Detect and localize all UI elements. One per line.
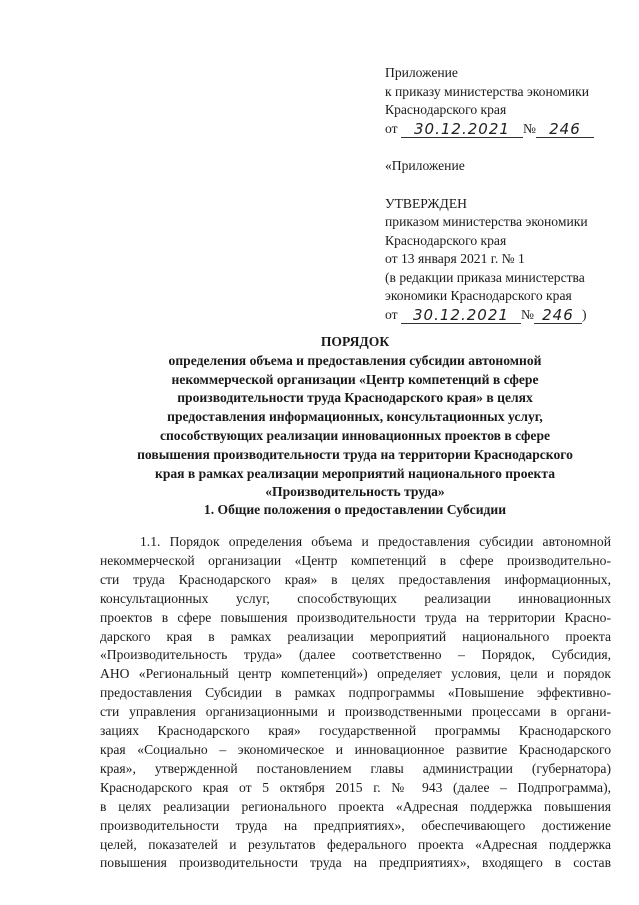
approval-region: Краснодарского края (385, 232, 507, 248)
approval-edition-ref: (в редакции приказа министерства (385, 269, 585, 285)
appendix-number-field (536, 120, 594, 138)
paragraph-line: некоммерческой организации «Центр компетенций в сфере производительно- (100, 552, 611, 568)
document-title (100, 333, 610, 502)
appendix-date-line (385, 120, 620, 139)
paragraph-line: зациях Краснодарского края» государственной программы Краснодарского (100, 723, 611, 739)
paragraph-line: «Производительность труда» (далее соответственно – Порядок, Субсидия, (100, 647, 611, 663)
approval-close-paren: ) (581, 306, 587, 322)
title-line: производительности труда Краснодарского края» в целях (177, 390, 533, 406)
paragraph-line: края», утвержденной постановлением главы администрации (губернатора) (100, 760, 611, 776)
paragraph-line: сти труда Краснодарского края» в целях предоставления информационных, (100, 571, 611, 587)
paragraph-line: предоставления Субсидии в рамках подпрограммы «Повышение эффективно- (100, 685, 611, 701)
title-line: определения объема и предоставления субсидии автономной (168, 352, 542, 368)
appendix-number-sign: № (522, 120, 536, 136)
title-heading: ПОРЯДОК (320, 334, 390, 349)
paragraph-line: в целях реализации регионального проекта «Адресная поддержка повышения (100, 798, 611, 814)
paragraph-line: повышения производительности труда на предприятиях», входящего в состав (100, 855, 611, 871)
approval-ot-label: от (385, 306, 398, 322)
appendix-region: Краснодарского края (385, 102, 507, 117)
paragraph-line: дарского края в рамках реализации мероприятий национального проекта (100, 628, 611, 644)
paragraph-line: консультационных услуг, способствующих реализации инновационных (100, 590, 611, 606)
paragraph-line: производительности труда на предприятиях», обеспечивающего достижение (100, 817, 611, 833)
approval-number-sign: № (520, 306, 534, 322)
approval-number-field (534, 306, 582, 324)
approval-approved: УТВЕРЖДЕН (385, 195, 467, 211)
approval-date-field (401, 306, 521, 324)
appendix-label: Приложение (385, 65, 458, 80)
paragraph-line: целей, показателей и результатов федерального проекта «Адресная поддержка (100, 836, 611, 852)
appendix-date-handwritten: 30.12.2021 (414, 120, 510, 138)
appendix-number-handwritten: 246 (549, 120, 581, 138)
paragraph-line: сти управления организационными и производственными процессами в органи- (100, 704, 611, 720)
approval-edition-region: экономики Краснодарского края (385, 288, 572, 303)
title-line: способствующих реализации инновационных проектов в сфере (159, 427, 551, 443)
title-line: некоммерческой организации «Центр компетенций в сфере (171, 371, 539, 387)
approval-date-line (385, 306, 620, 325)
paragraph-1-1 (100, 533, 611, 873)
appendix-date-field (401, 120, 523, 138)
approval-date-handwritten: 30.12.2021 (413, 306, 509, 324)
paragraph-line: 1.1. Порядок определения объема и предоставления субсидии автономной (140, 534, 611, 549)
approval-number-handwritten: 246 (542, 306, 574, 324)
paragraph-line: Краснодарского края от 5 октября 2015 г. № 943 (далее – Подпрограмма), (100, 779, 611, 795)
title-line: края в рамках реализации мероприятий национального проекта (154, 465, 556, 481)
appendix-order-ref: к приказу министерства экономики (385, 83, 590, 99)
approval-original-date: от 13 января 2021 г. № 1 (385, 251, 525, 266)
section-heading: 1. Общие положения о предоставлении Субсидии (203, 502, 507, 517)
paragraph-line: АНО «Региональный центр компетенций») определяет условия, цели и порядок (100, 666, 611, 682)
appendix-ot-label: от (385, 120, 398, 136)
title-line: «Производительность труда» (265, 484, 445, 500)
appendix-block (385, 64, 620, 324)
paragraph-line: края «Социально – экономическое и инновационное развитие Краснодарского (100, 741, 611, 757)
title-line: предоставления информационных, консультационных услуг, (167, 409, 543, 425)
approval-heading: «Приложение (385, 158, 465, 173)
title-line: повышения производительности труда на территории Краснодарского (137, 446, 573, 462)
approval-order-ref: приказом министерства экономики (385, 214, 588, 229)
paragraph-line: проектов в сфере повышения производительности труда на территории Красно- (100, 609, 611, 625)
